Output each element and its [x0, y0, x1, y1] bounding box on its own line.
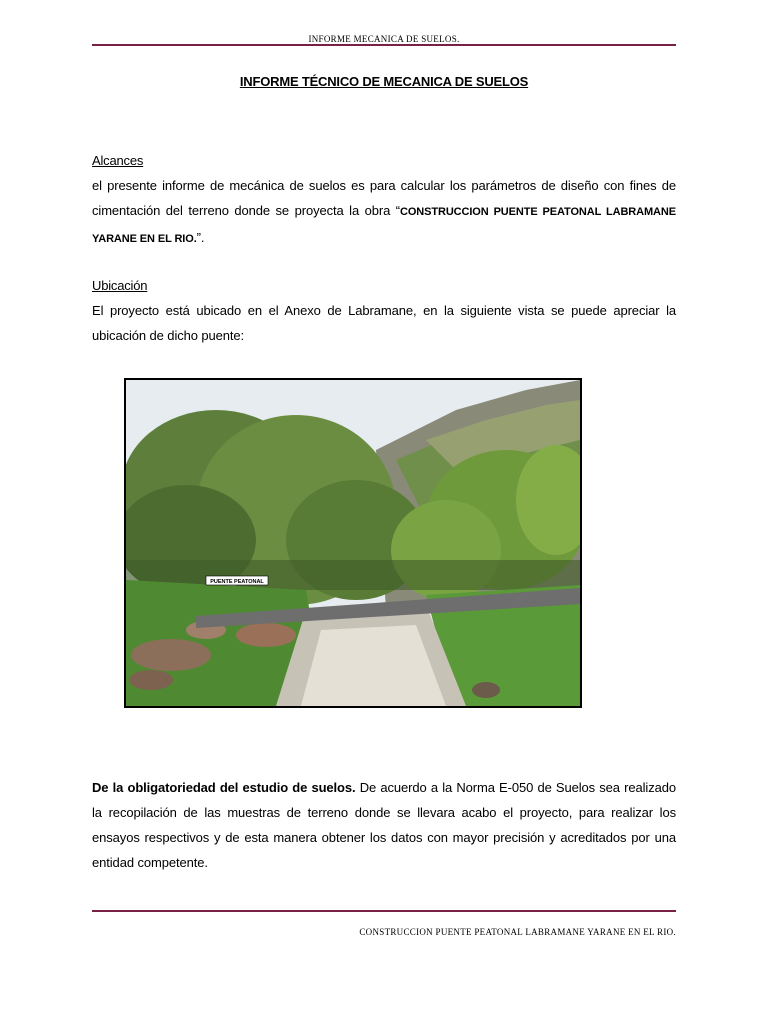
alcances-text: el presente informe de mecánica de suelos es para calcular los parámetros de diseño con fines de cimentación del terreno donde se proyecta la obra “	[92, 178, 676, 218]
ubicacion-paragraph: El proyecto está ubicado en el Anexo de Labramane, en la siguiente vista se puede apreciar la ubicación de dicho puente:	[92, 303, 676, 343]
alcances-text-end: ”.	[196, 230, 205, 245]
alcances-paragraph	[92, 173, 676, 252]
project-name: CONSTRUCCION PUENTE PEATONAL LABRAMANE YARANE EN EL RIO.	[92, 206, 676, 245]
photo-bridge-label: PUENTE PEATONAL	[210, 579, 264, 585]
obligatoriedad-paragraph	[92, 775, 676, 875]
document-title: INFORME TÉCNICO DE MECANICA DE SUELOS	[239, 74, 529, 89]
running-header: INFORME MECANICA DE SUELOS.	[308, 34, 460, 44]
obligatoriedad-lead: De la obligatoriedad del estudio de suelos.	[92, 780, 356, 795]
footer-divider	[92, 910, 676, 912]
section-heading-alcances: Alcances	[92, 153, 144, 168]
site-photo	[124, 378, 582, 708]
section-heading-ubicacion: Ubicación	[92, 278, 148, 293]
header-divider	[92, 44, 676, 46]
obligatoriedad-text: De acuerdo a la Norma E-050 de Suelos sea realizado la recopilación de las muestras de terreno donde se llevara acabo el proyecto, para realizar los ensayos respectivos y de esta manera obtener los datos con mayor precisión y acreditados por una entidad competente.	[92, 780, 676, 870]
running-footer: CONSTRUCCION PUENTE PEATONAL LABRAMANE YARANE EN EL RIO.	[359, 927, 676, 937]
